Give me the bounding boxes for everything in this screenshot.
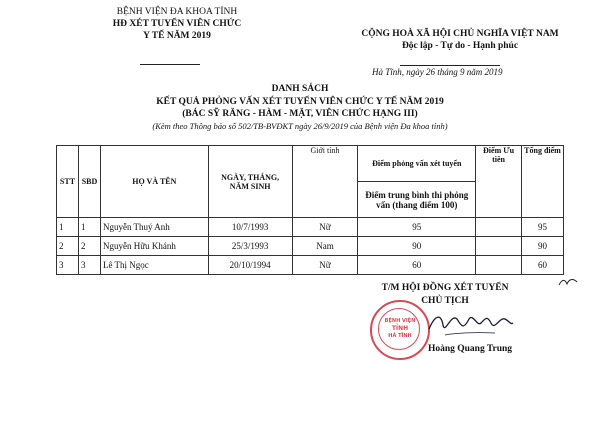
signature-role: T/M HỘI ĐỒNG XÉT TUYỂN [381, 283, 509, 293]
results-table [56, 145, 564, 275]
table-row [57, 256, 564, 275]
doc-reference: (Kèm theo Thông báo số 502/TB-BVĐKT ngày 26/9/2019 của Bệnh viện Đa khoa tỉnh) [152, 121, 448, 131]
col-priority: Điểm Ưu tiên [476, 146, 522, 218]
cell-name: Nguyễn Thuý Anh [100, 218, 208, 237]
cell-score: 60 [358, 256, 476, 275]
header-left-underline [140, 64, 200, 65]
cell-priority [476, 256, 522, 275]
cell-total: 95 [522, 218, 564, 237]
col-dob: NGÀY, THÁNG, NĂM SINH [208, 146, 292, 218]
cell-stt: 3 [57, 256, 79, 275]
cell-score: 90 [358, 237, 476, 256]
cell-stt: 2 [57, 237, 79, 256]
table-row [57, 218, 564, 237]
cell-gender: Nữ [292, 218, 358, 237]
col-interview-avg: Điểm trung bình thi phỏng vấn (thang điểm 100) [358, 182, 476, 218]
seal-text-1: BỆNH VIỆN [384, 318, 416, 324]
cell-name: Lê Thị Ngọc [100, 256, 208, 275]
cell-score: 95 [358, 218, 476, 237]
handwritten-signature [425, 305, 515, 341]
cell-priority [476, 237, 522, 256]
council-name: HĐ XÉT TUYỂN VIÊN CHỨC [112, 19, 242, 29]
cell-total: 90 [522, 237, 564, 256]
cell-priority [476, 218, 522, 237]
doc-title: DANH SÁCH [271, 84, 329, 94]
council-year: Y TẾ NĂM 2019 [143, 31, 211, 41]
col-total: Tổng điểm [522, 146, 564, 218]
agency-header [92, 6, 262, 42]
table-row [57, 237, 564, 256]
header-right-underline [400, 65, 500, 66]
national-motto: Độc lập - Tự do - Hạnh phúc [401, 41, 519, 51]
col-gender: Giới tính [292, 146, 358, 218]
cell-dob: 10/7/1993 [208, 218, 292, 237]
signature-title: CHỦ TỊCH [421, 296, 469, 306]
col-name: HỌ VÀ TÊN [100, 146, 208, 218]
cell-name: Nguyễn Hữu Khánh [100, 237, 208, 256]
cell-sbd: 1 [78, 218, 100, 237]
col-sbd: SBD [78, 146, 100, 218]
initial-mark [557, 276, 579, 288]
col-stt: STT [57, 146, 79, 218]
national-name: CỘNG HOÀ XÃ HỘI CHỦ NGHĨA VIỆT NAM [361, 29, 559, 39]
cell-dob: 25/3/1993 [208, 237, 292, 256]
doc-subtitle-position: (BÁC SỸ RĂNG - HÀM - MẶT, VIÊN CHỨC HẠNG III) [182, 109, 418, 119]
national-header [340, 28, 580, 52]
seal-text-2: TỈNH [391, 325, 409, 332]
seal-text-3: HÀ TĨNH [388, 333, 412, 339]
hospital-name: BỆNH VIỆN ĐA KHOA TỈNH [116, 7, 238, 17]
cell-sbd: 3 [78, 256, 100, 275]
doc-subtitle: KẾT QUẢ PHỎNG VẤN XÉT TUYỂN VIÊN CHỨC Y TẾ NĂM 2019 [156, 97, 444, 107]
dateline: Hà Tĩnh, ngày 26 tháng 9 năm 2019 [372, 67, 503, 77]
cell-gender: Nam [292, 237, 358, 256]
cell-sbd: 2 [78, 237, 100, 256]
cell-dob: 20/10/1994 [208, 256, 292, 275]
cell-gender: Nữ [292, 256, 358, 275]
signer-name: Hoàng Quang Trung [427, 344, 513, 354]
col-interview: Điểm phỏng vấn xét tuyển [358, 146, 476, 182]
cell-stt: 1 [57, 218, 79, 237]
table-header-row [57, 146, 564, 182]
cell-total: 60 [522, 256, 564, 275]
